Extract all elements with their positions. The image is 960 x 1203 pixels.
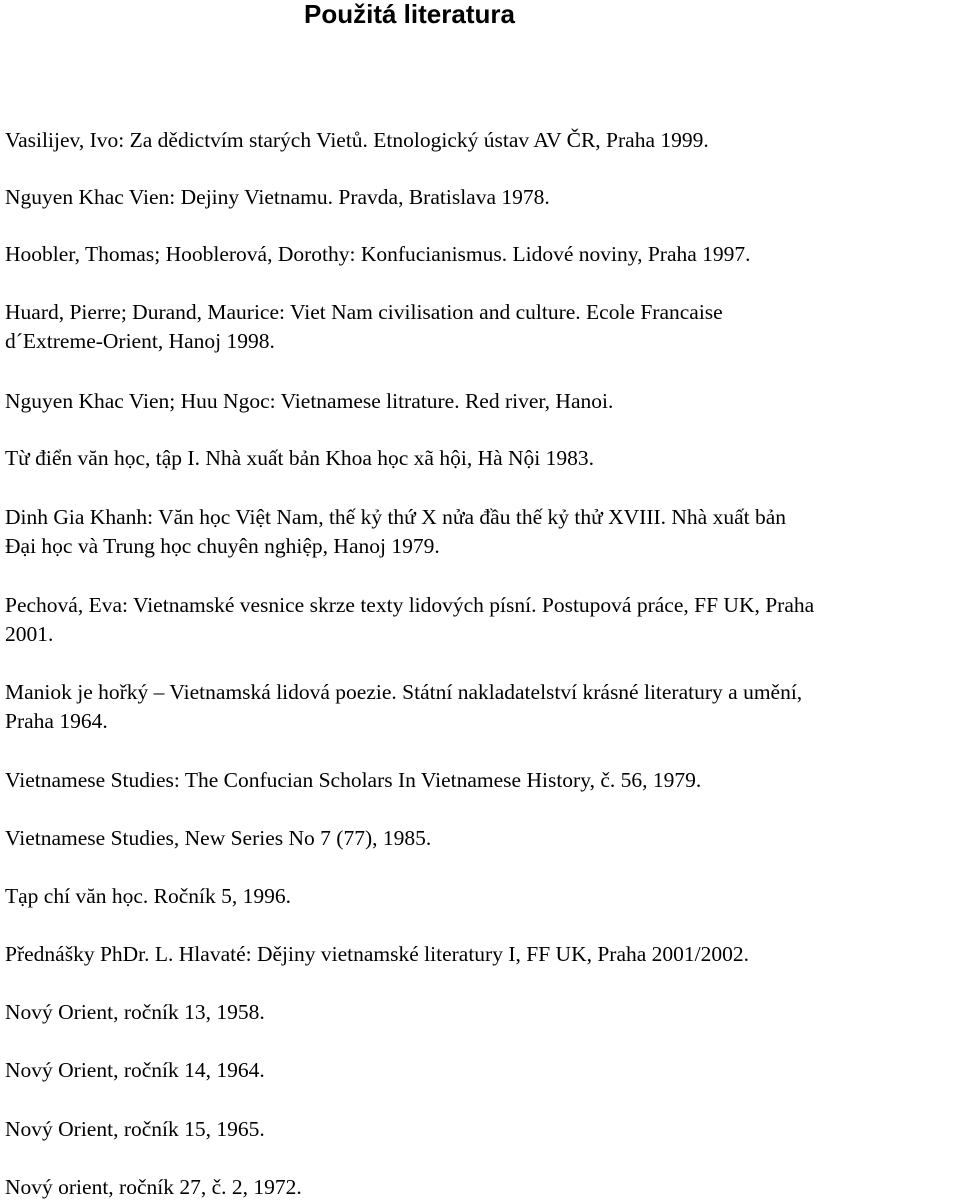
reference-line: Nguyen Khac Vien; Huu Ngoc: Vietnamese litrature. Red river, Hanoi. [5, 389, 614, 413]
reference-line: Nový orient, ročník 27, č. 2, 1972. [5, 1175, 302, 1199]
reference-line: Nový Orient, ročník 13, 1958. [5, 1000, 265, 1024]
page-title: Použitá literatura [304, 0, 515, 29]
reference-line: Hoobler, Thomas; Hooblerová, Dorothy: Konfucianismus. Lidové noviny, Praha 1997. [5, 242, 751, 266]
reference-line: Tạp chí văn học. Ročník 5, 1996. [5, 884, 292, 908]
reference-line: Nový Orient, ročník 15, 1965. [5, 1117, 265, 1141]
reference-line: Nguyen Khac Vien: Dejiny Vietnamu. Pravda, Bratislava 1978. [5, 185, 550, 209]
reference-line: Vasilijev, Ivo: Za dědictvím starých Vietů. Etnologický ústav AV ČR, Praha 1999. [5, 128, 709, 152]
reference-line: Vietnamese Studies: The Confucian Scholars In Vietnamese History, č. 56, 1979. [5, 768, 702, 792]
reference-line: Đại học và Trung học chuyên nghiệp, Hanoj 1979. [5, 534, 440, 558]
reference-line: Huard, Pierre; Durand, Maurice: Viet Nam civilisation and culture. Ecole Francaise [5, 300, 723, 324]
reference-line: Přednášky PhDr. L. Hlavaté: Dějiny vietnamské literatury I, FF UK, Praha 2001/2002. [5, 942, 750, 966]
reference-line: Từ điển văn học, tập I. Nhà xuất bản Khoa học xã hội, Hà Nội 1983. [5, 446, 595, 470]
reference-line: d´Extreme-Orient, Hanoj 1998. [5, 329, 275, 353]
reference-line: Vietnamese Studies, New Series No 7 (77), 1985. [5, 826, 432, 850]
reference-line: Dinh Gia Khanh: Văn học Việt Nam, thế kỷ thứ X nửa đầu thế kỷ thử XVIII. Nhà xuất bản [5, 505, 787, 529]
reference-line: Praha 1964. [5, 709, 108, 733]
reference-line: Maniok je hořký – Vietnamská lidová poezie. Státní nakladatelství krásné literatury a umění, [5, 680, 803, 704]
reference-line: Pechová, Eva: Vietnamské vesnice skrze texty lidových písní. Postupová práce, FF UK, Praha [5, 593, 815, 617]
reference-line: Nový Orient, ročník 14, 1964. [5, 1058, 265, 1082]
reference-line: 2001. [5, 622, 54, 646]
